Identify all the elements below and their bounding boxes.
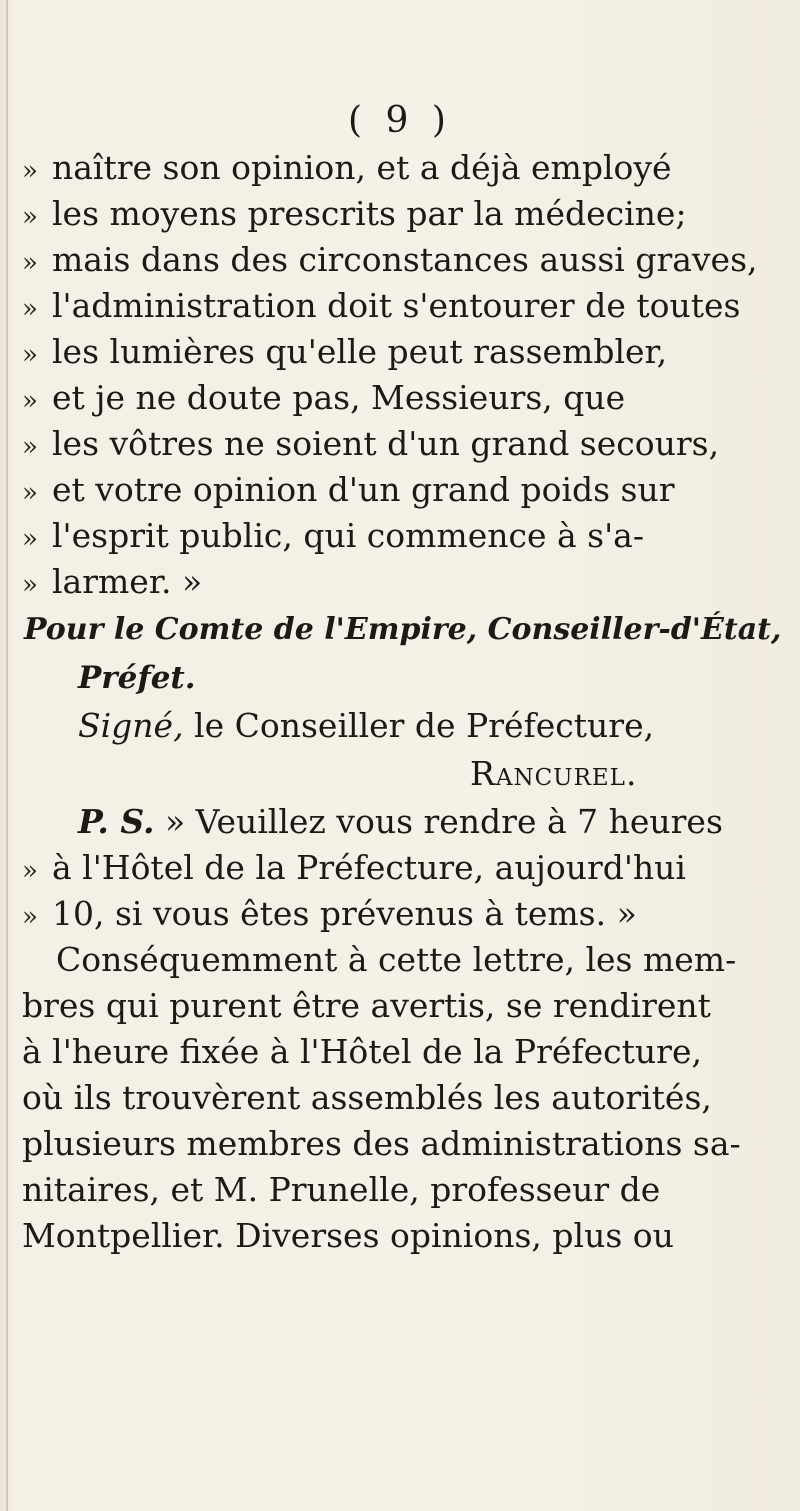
quote-marker: » <box>22 340 38 370</box>
text-line <box>22 562 202 605</box>
postscript-line <box>78 802 723 842</box>
paragraph-line: bres qui purent être avertis, se rendirent <box>22 986 711 1025</box>
paragraph-line: Montpellier. Diverses opinions, plus ou <box>22 1216 674 1255</box>
text-line <box>22 848 686 891</box>
quote-marker: » <box>22 902 38 932</box>
line-text: les vôtres ne soient d'un grand secours, <box>52 424 720 463</box>
paragraph-line: nitaires, et M. Prunelle, professeur de <box>22 1170 661 1209</box>
quote-marker: » <box>22 386 38 416</box>
quote-marker: » <box>22 570 38 600</box>
text-line <box>22 424 719 467</box>
line-text: mais dans des circonstances aussi graves, <box>52 240 758 279</box>
paragraph-first-line: Conséquemment à cette lettre, les mem- <box>56 940 737 979</box>
text-line <box>22 148 672 191</box>
text-line <box>22 378 625 421</box>
line-text: l'administration doit s'entourer de toutes <box>52 286 741 325</box>
line-text: 10, si vous êtes prévenus à tems. » <box>52 894 637 933</box>
signature-title: Pour le Comte de l'Empire, Conseiller-d'État, <box>24 612 782 647</box>
quote-marker: » <box>22 202 38 232</box>
signed-label: Signé, <box>78 706 184 745</box>
paragraph-line: où ils trouvèrent assemblés les autorités, <box>22 1078 712 1117</box>
text-line <box>22 894 637 937</box>
text-line <box>22 516 644 559</box>
quote-marker: » <box>22 524 38 554</box>
quote-marker: » <box>22 294 38 324</box>
signed-text: le Conseiller de Préfecture, <box>183 706 655 745</box>
quote-marker: » <box>22 248 38 278</box>
page-number: ( 9 ) <box>348 100 452 141</box>
paragraph-line: à l'heure fixée à l'Hôtel de la Préfecture, <box>22 1032 702 1071</box>
line-text: naître son opinion, et a déjà employé <box>52 148 672 187</box>
text-line <box>22 240 758 283</box>
quote-marker: » <box>22 478 38 508</box>
text-line <box>22 286 740 329</box>
quote-marker: » <box>22 856 38 886</box>
text-line <box>22 194 687 237</box>
ps-text: » Veuillez vous rendre à 7 heures <box>154 802 723 841</box>
line-text: et je ne doute pas, Messieurs, que <box>52 378 626 417</box>
line-text: l'esprit public, qui commence à s'a- <box>52 516 645 555</box>
quote-marker: » <box>22 156 38 186</box>
text-line <box>22 470 675 513</box>
page-gutter <box>6 0 8 1511</box>
line-text: à l'Hôtel de la Préfecture, aujourd'hui <box>52 848 686 887</box>
quote-marker: » <box>22 432 38 462</box>
line-text: les moyens prescrits par la médecine; <box>52 194 687 233</box>
text-line <box>22 332 667 375</box>
line-text: les lumières qu'elle peut rassembler, <box>52 332 668 371</box>
ps-label: P. S. <box>78 802 155 841</box>
line-text: et votre opinion d'un grand poids sur <box>52 470 675 509</box>
signer-name: Rancurel. <box>470 754 638 793</box>
prefect-title: Préfet. <box>78 660 196 696</box>
paragraph-line: plusieurs membres des administrations sa- <box>22 1124 741 1163</box>
signed-line <box>78 706 654 746</box>
line-text: larmer. » <box>52 562 203 601</box>
